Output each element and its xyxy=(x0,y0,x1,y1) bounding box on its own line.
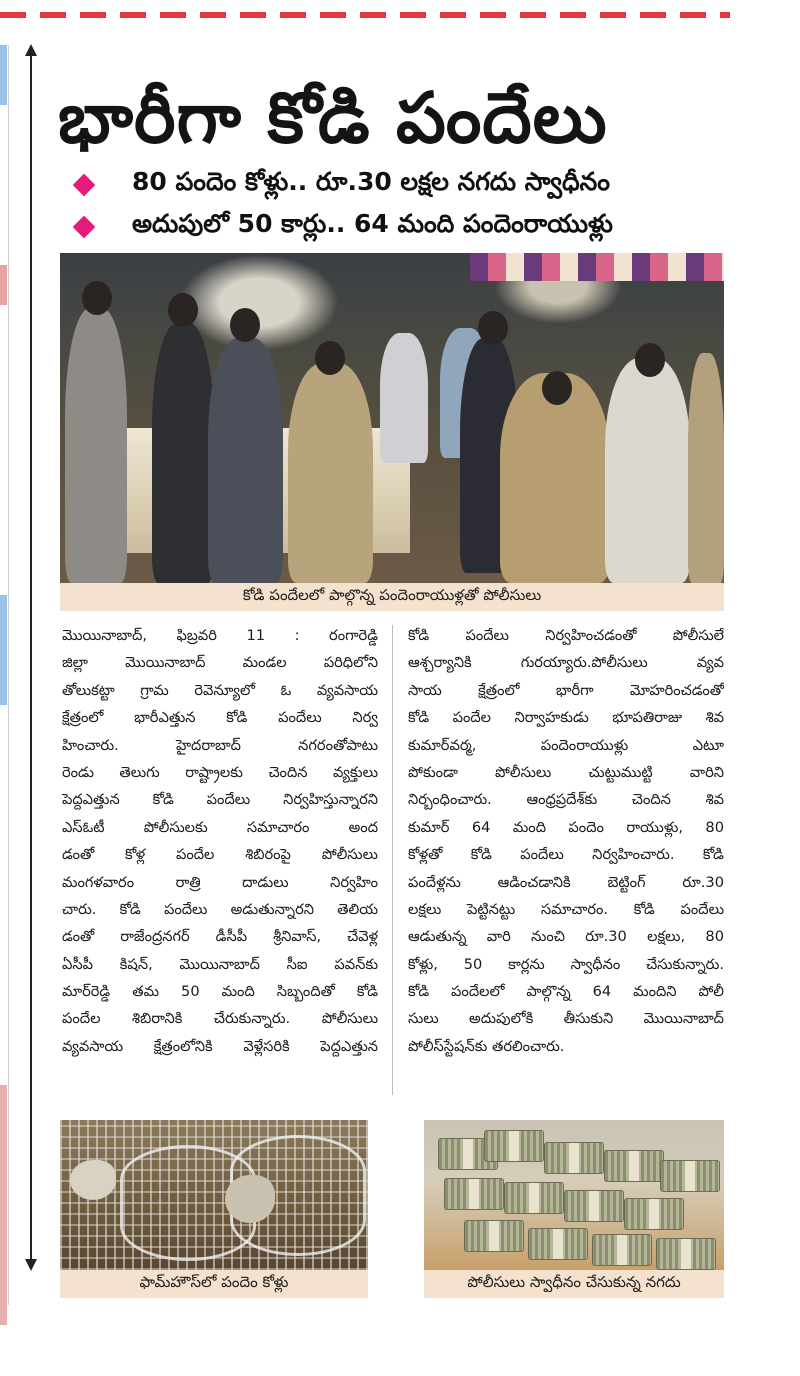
body-line: రెండు తెలుగు రాష్ట్రాలకు చెందిన వ్యక్తులు xyxy=(62,763,378,781)
body-line: ఏసీపీ కిషన్, మొయినాబాద్ సీఐ పవన్‌కు xyxy=(62,955,378,973)
body-line: పెద్దఎత్తున కోడి పందేలు నిర్వహిస్తున్నారని xyxy=(62,791,378,809)
body-line: ఆడుతున్న వారి నుంచి రూ.30 లక్షలు, 80 xyxy=(408,928,724,946)
body-line: లక్షలు పెట్టినట్టు సమాచారం. కోడి పందేలు xyxy=(408,900,724,918)
body-line: డంతో కోళ్ల పందేల శిబిరంపై పోలీసులు xyxy=(62,846,378,864)
tent-canopy xyxy=(470,253,724,281)
main-photo-caption: కోడి పందేలలో పాల్గొన్న పందెంరాయుళ్లతో పోలీసులు xyxy=(60,583,724,611)
body-line: ఎస్ఓటీ పోలీసులకు సమాచారం అంద xyxy=(62,818,378,836)
body-line: పోకుండా పోలీసులు చుట్టుముట్టి వారిని xyxy=(408,763,724,781)
top-dashed-rule xyxy=(0,12,730,18)
subheadline-text: 80 పందెం కోళ్లు.. రూ.30 లక్షల నగదు స్వాధీనం xyxy=(132,167,610,196)
body-line: పందేళ్లను ఆడించడానికి బెట్టింగ్ రూ.30 xyxy=(408,873,724,891)
body-line: పోలీస్‌స్టేషన్‌కు తరలించారు. xyxy=(408,1037,565,1055)
body-line: చారు. కోడి పందేలు అడుతున్నారని తెలియ xyxy=(62,900,378,918)
subheadline-2 xyxy=(76,205,736,249)
body-line: డంతో రాజేంద్రనగర్ డీసీపీ శ్రీనివాస్, చేవెళ్ల xyxy=(62,928,378,946)
body-line: వ్యవసాయ క్షేత్రంలోనికి వెళ్లేసరికి పెద్దఎత్తున xyxy=(62,1037,378,1055)
neighbor-column-edge xyxy=(0,45,9,1305)
body-line: కుమార్ 64 మంది పందెం రాయుళ్లు, 80 xyxy=(408,818,724,836)
body-line: జిల్లా మొయినాబాద్ మండల పరిధిలోని xyxy=(62,654,378,672)
body-line: కోడి పందేలలో పాల్గొన్న 64 మందిని పోలీ xyxy=(408,983,724,1001)
main-photo-raid-scene xyxy=(60,253,724,583)
bullet-diamond-icon xyxy=(73,174,96,197)
body-line: తోలుకట్టా గ్రామ రెవెన్యూలో ఓ వ్యవసాయ xyxy=(62,681,378,699)
body-line: పందేల శిబిరానికి చేరుకున్నారు. పోలీసులు xyxy=(62,1010,378,1028)
cage-photo-roosters xyxy=(60,1120,368,1270)
body-line: క్షేత్రంలో భారీఎత్తున కోడి పందేలు నిర్వ xyxy=(62,709,378,727)
body-line: నిర్బంధించారు. ఆంధ్రప్రదేశ్‌కు చెందిన శివ xyxy=(408,791,724,809)
body-line: కుమార్‌వర్మ, పందెంరాయుళ్లు ఎటూ xyxy=(408,736,724,754)
body-line: మొయినాబాద్, ఫిబ్రవరి 11 : రంగారెడ్డి xyxy=(62,627,378,644)
body-line: కోళ్లతో కోడి పందేలు నిర్వహించారు. కోడి xyxy=(408,846,724,864)
body-line: మార్‌రెడ్డి తమ 50 మంది సిబ్బందితో కోడి xyxy=(62,983,378,1001)
column-divider xyxy=(392,625,393,1095)
body-line: సులు అదుపులోకి తీసుకుని మొయినాబాద్ xyxy=(408,1010,724,1028)
cash-photo-seized-money xyxy=(424,1120,724,1270)
article-body-right-column xyxy=(408,622,724,1060)
body-line: ఆశ్చర్యానికి గురయ్యారు.పోలీసులు వ్యవ xyxy=(408,654,724,672)
cash-photo-caption: పోలీసులు స్వాధీనం చేసుకున్న నగదు xyxy=(424,1270,724,1298)
body-line: కోడి పందేల నిర్వాహకుడు భూపతిరాజు శివ xyxy=(408,709,724,727)
cage-photo-caption: ఫామ్‌హౌస్‌లో పందెం కోళ్లు xyxy=(60,1270,368,1298)
column-extent-arrow xyxy=(30,50,32,1265)
body-line: కోడి పందేలు నిర్వహించడంతో పోలీసులే xyxy=(408,627,724,644)
subheadline-text: అదుపులో 50 కార్లు.. 64 మంది పందెంరాయుళ్లు xyxy=(132,209,613,238)
body-line: హించారు. హైదరాబాద్ నగరంతోపాటు xyxy=(62,736,378,754)
headline: భారీగా కోడి పందేలు xyxy=(58,77,608,159)
subheadline-1 xyxy=(76,163,736,207)
body-line: కోళ్లు, 50 కార్లను స్వాధీనం చేసుకున్నారు. xyxy=(408,955,724,973)
body-line: సాయ క్షేత్రంలో భారీగా మోహరించడంతో xyxy=(408,681,724,699)
body-line: మంగళవారం రాత్రి దాడులు నిర్వహిం xyxy=(62,873,378,891)
bullet-diamond-icon xyxy=(73,216,96,239)
article-body-left-column xyxy=(62,622,378,1060)
